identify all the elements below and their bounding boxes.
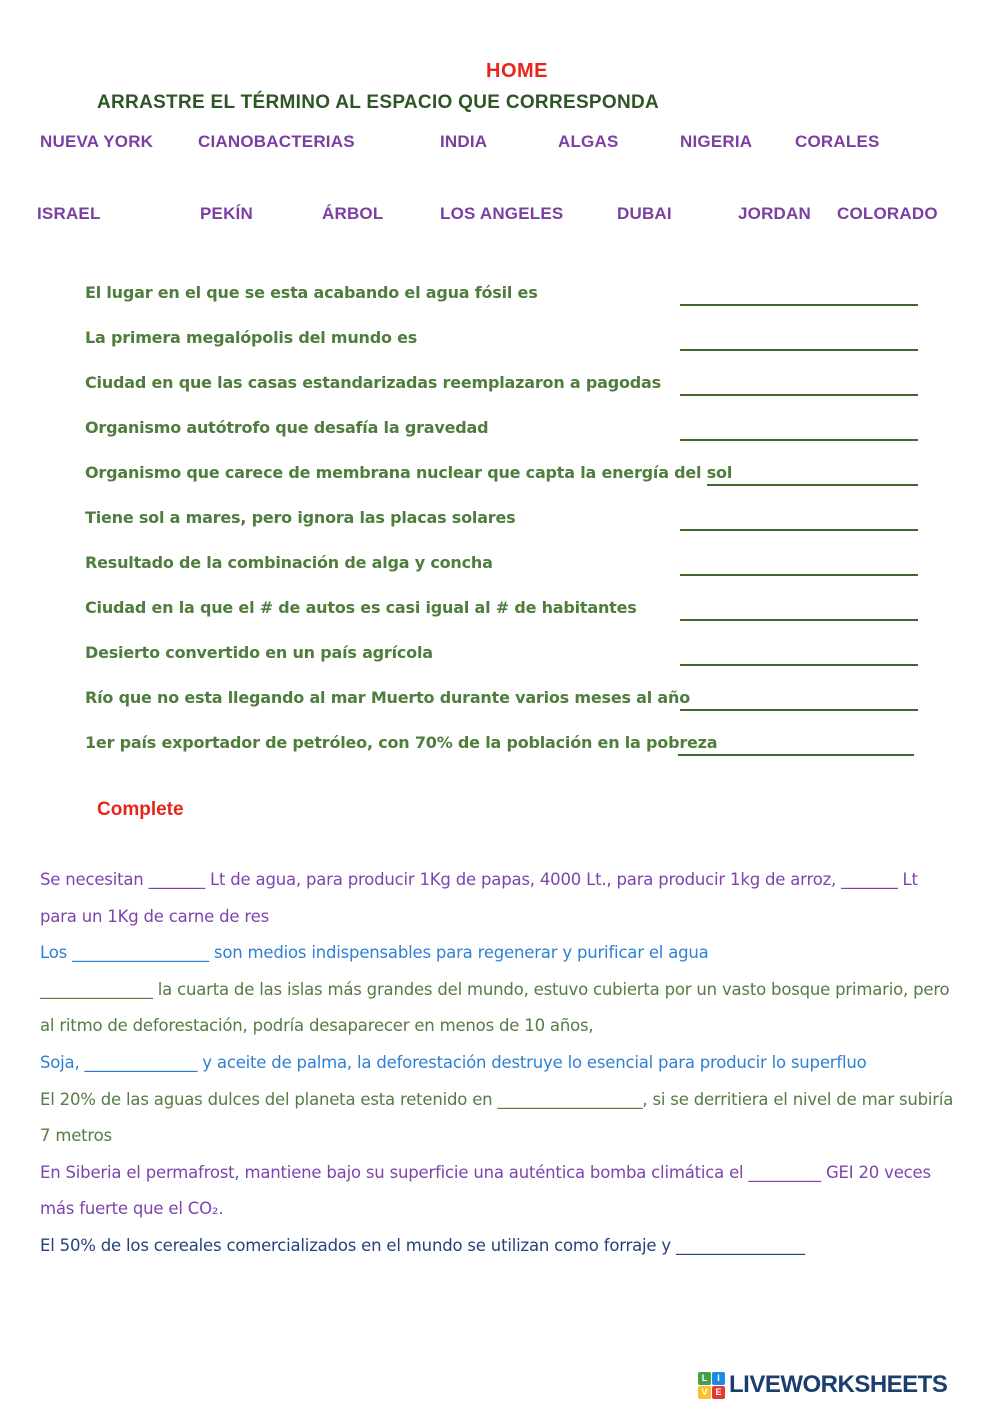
logo-square-e: E <box>712 1386 725 1399</box>
question-text: 1er país exportador de petróleo, con 70% de la población en la pobreza <box>85 733 718 752</box>
answer-blank[interactable] <box>680 572 918 576</box>
term-los-angeles[interactable]: LOS ANGELES <box>440 204 564 223</box>
answer-blank[interactable] <box>680 392 918 396</box>
logo-square-l: L <box>698 1372 711 1385</box>
question-row <box>0 596 1000 641</box>
question-text: Organismo autótrofo que desafía la gravedad <box>85 418 489 437</box>
fill-line: El 50% de los cereales comercializados en el mundo se utilizan como forraje y ________________ <box>40 1235 805 1255</box>
liveworksheets-logo-text: LIVEWORKSHEETS <box>729 1371 948 1398</box>
fill-line: 7 metros <box>40 1126 112 1146</box>
answer-blank[interactable] <box>680 617 918 621</box>
fill-line: Los _________________ son medios indispensables para regenerar y purificar el agua <box>40 943 709 963</box>
question-row <box>0 506 1000 551</box>
question-text: Ciudad en que las casas estandarizadas reemplazaron a pagodas <box>85 373 661 392</box>
term-nueva-york[interactable]: NUEVA YORK <box>40 132 154 151</box>
question-row <box>0 686 1000 731</box>
question-row <box>0 641 1000 686</box>
answer-blank[interactable] <box>680 662 918 666</box>
fill-line: En Siberia el permafrost, mantiene bajo su superficie una auténtica bomba climática el _________ GEI 20 veces <box>40 1162 931 1182</box>
fill-line: más fuerte que el CO₂. <box>40 1199 224 1219</box>
question-text: Tiene sol a mares, pero ignora las placas solares <box>85 508 516 527</box>
term-colorado[interactable]: COLORADO <box>837 204 938 223</box>
question-text: Resultado de la combinación de alga y concha <box>85 553 493 572</box>
term-dubai[interactable]: DUBAI <box>617 204 672 223</box>
term-cianobacterias[interactable]: CIANOBACTERIAS <box>198 132 355 151</box>
complete-heading: Complete <box>97 799 184 820</box>
logo-square-v: V <box>698 1386 711 1399</box>
logo-square-i: I <box>712 1372 725 1385</box>
fill-line: Soja, ______________ y aceite de palma, la deforestación destruye lo esencial para producir lo superfluo <box>40 1052 867 1072</box>
answer-blank[interactable] <box>680 347 918 351</box>
answer-blank[interactable] <box>680 707 918 711</box>
answer-blank[interactable] <box>678 752 914 756</box>
question-text: Organismo que carece de membrana nuclear que capta la energía del sol <box>85 463 733 482</box>
question-row <box>0 731 1000 776</box>
term-pekin[interactable]: PEKÍN <box>200 204 253 223</box>
term-india[interactable]: INDIA <box>440 132 488 151</box>
questions-list <box>0 281 1000 776</box>
question-row <box>0 371 1000 416</box>
fill-line: ______________ la cuarta de las islas más grandes del mundo, estuvo cubierta por un vasto bosque primario, pero <box>40 979 950 999</box>
question-row <box>0 326 1000 371</box>
question-row <box>0 281 1000 326</box>
question-text: Ciudad en la que el # de autos es casi igual al # de habitantes <box>85 598 637 617</box>
question-text: Desierto convertido en un país agrícola <box>85 643 433 662</box>
answer-blank[interactable] <box>680 527 918 531</box>
complete-section <box>40 870 980 1273</box>
answer-blank[interactable] <box>707 482 918 486</box>
home-link[interactable]: HOME <box>486 60 548 82</box>
term-nigeria[interactable]: NIGERIA <box>680 132 753 151</box>
question-text: La primera megalópolis del mundo es <box>85 328 418 347</box>
question-row <box>0 461 1000 506</box>
question-text: El lugar en el que se esta acabando el agua fósil es <box>85 283 538 302</box>
term-corales[interactable]: CORALES <box>795 132 880 151</box>
question-row <box>0 416 1000 461</box>
term-arbol[interactable]: ÁRBOL <box>322 204 384 223</box>
fill-line: al ritmo de deforestación, podría desaparecer en menos de 10 años, <box>40 1016 594 1036</box>
liveworksheets-logo-icon <box>698 1372 725 1399</box>
question-row <box>0 551 1000 596</box>
liveworksheets-logo <box>698 1371 947 1399</box>
term-bank-row-2 <box>0 204 1000 228</box>
answer-blank[interactable] <box>680 437 918 441</box>
term-algas[interactable]: ALGAS <box>558 132 619 151</box>
fill-line: El 20% de las aguas dulces del planeta esta retenido en __________________, si se derritiera el nivel de mar subiría <box>40 1089 954 1109</box>
drag-instruction-heading: ARRASTRE EL TÉRMINO AL ESPACIO QUE CORRESPONDA <box>97 92 660 113</box>
answer-blank[interactable] <box>680 302 918 306</box>
question-text: Río que no esta llegando al mar Muerto durante varios meses al año <box>85 688 691 707</box>
term-bank-row-1 <box>0 132 1000 156</box>
term-jordan[interactable]: JORDAN <box>738 204 811 223</box>
term-israel[interactable]: ISRAEL <box>37 204 101 223</box>
fill-line: para un 1Kg de carne de res <box>40 906 269 926</box>
fill-line: Se necesitan _______ Lt de agua, para producir 1Kg de papas, 4000 Lt., para producir 1kg de arroz, _______ Lt <box>40 870 918 889</box>
